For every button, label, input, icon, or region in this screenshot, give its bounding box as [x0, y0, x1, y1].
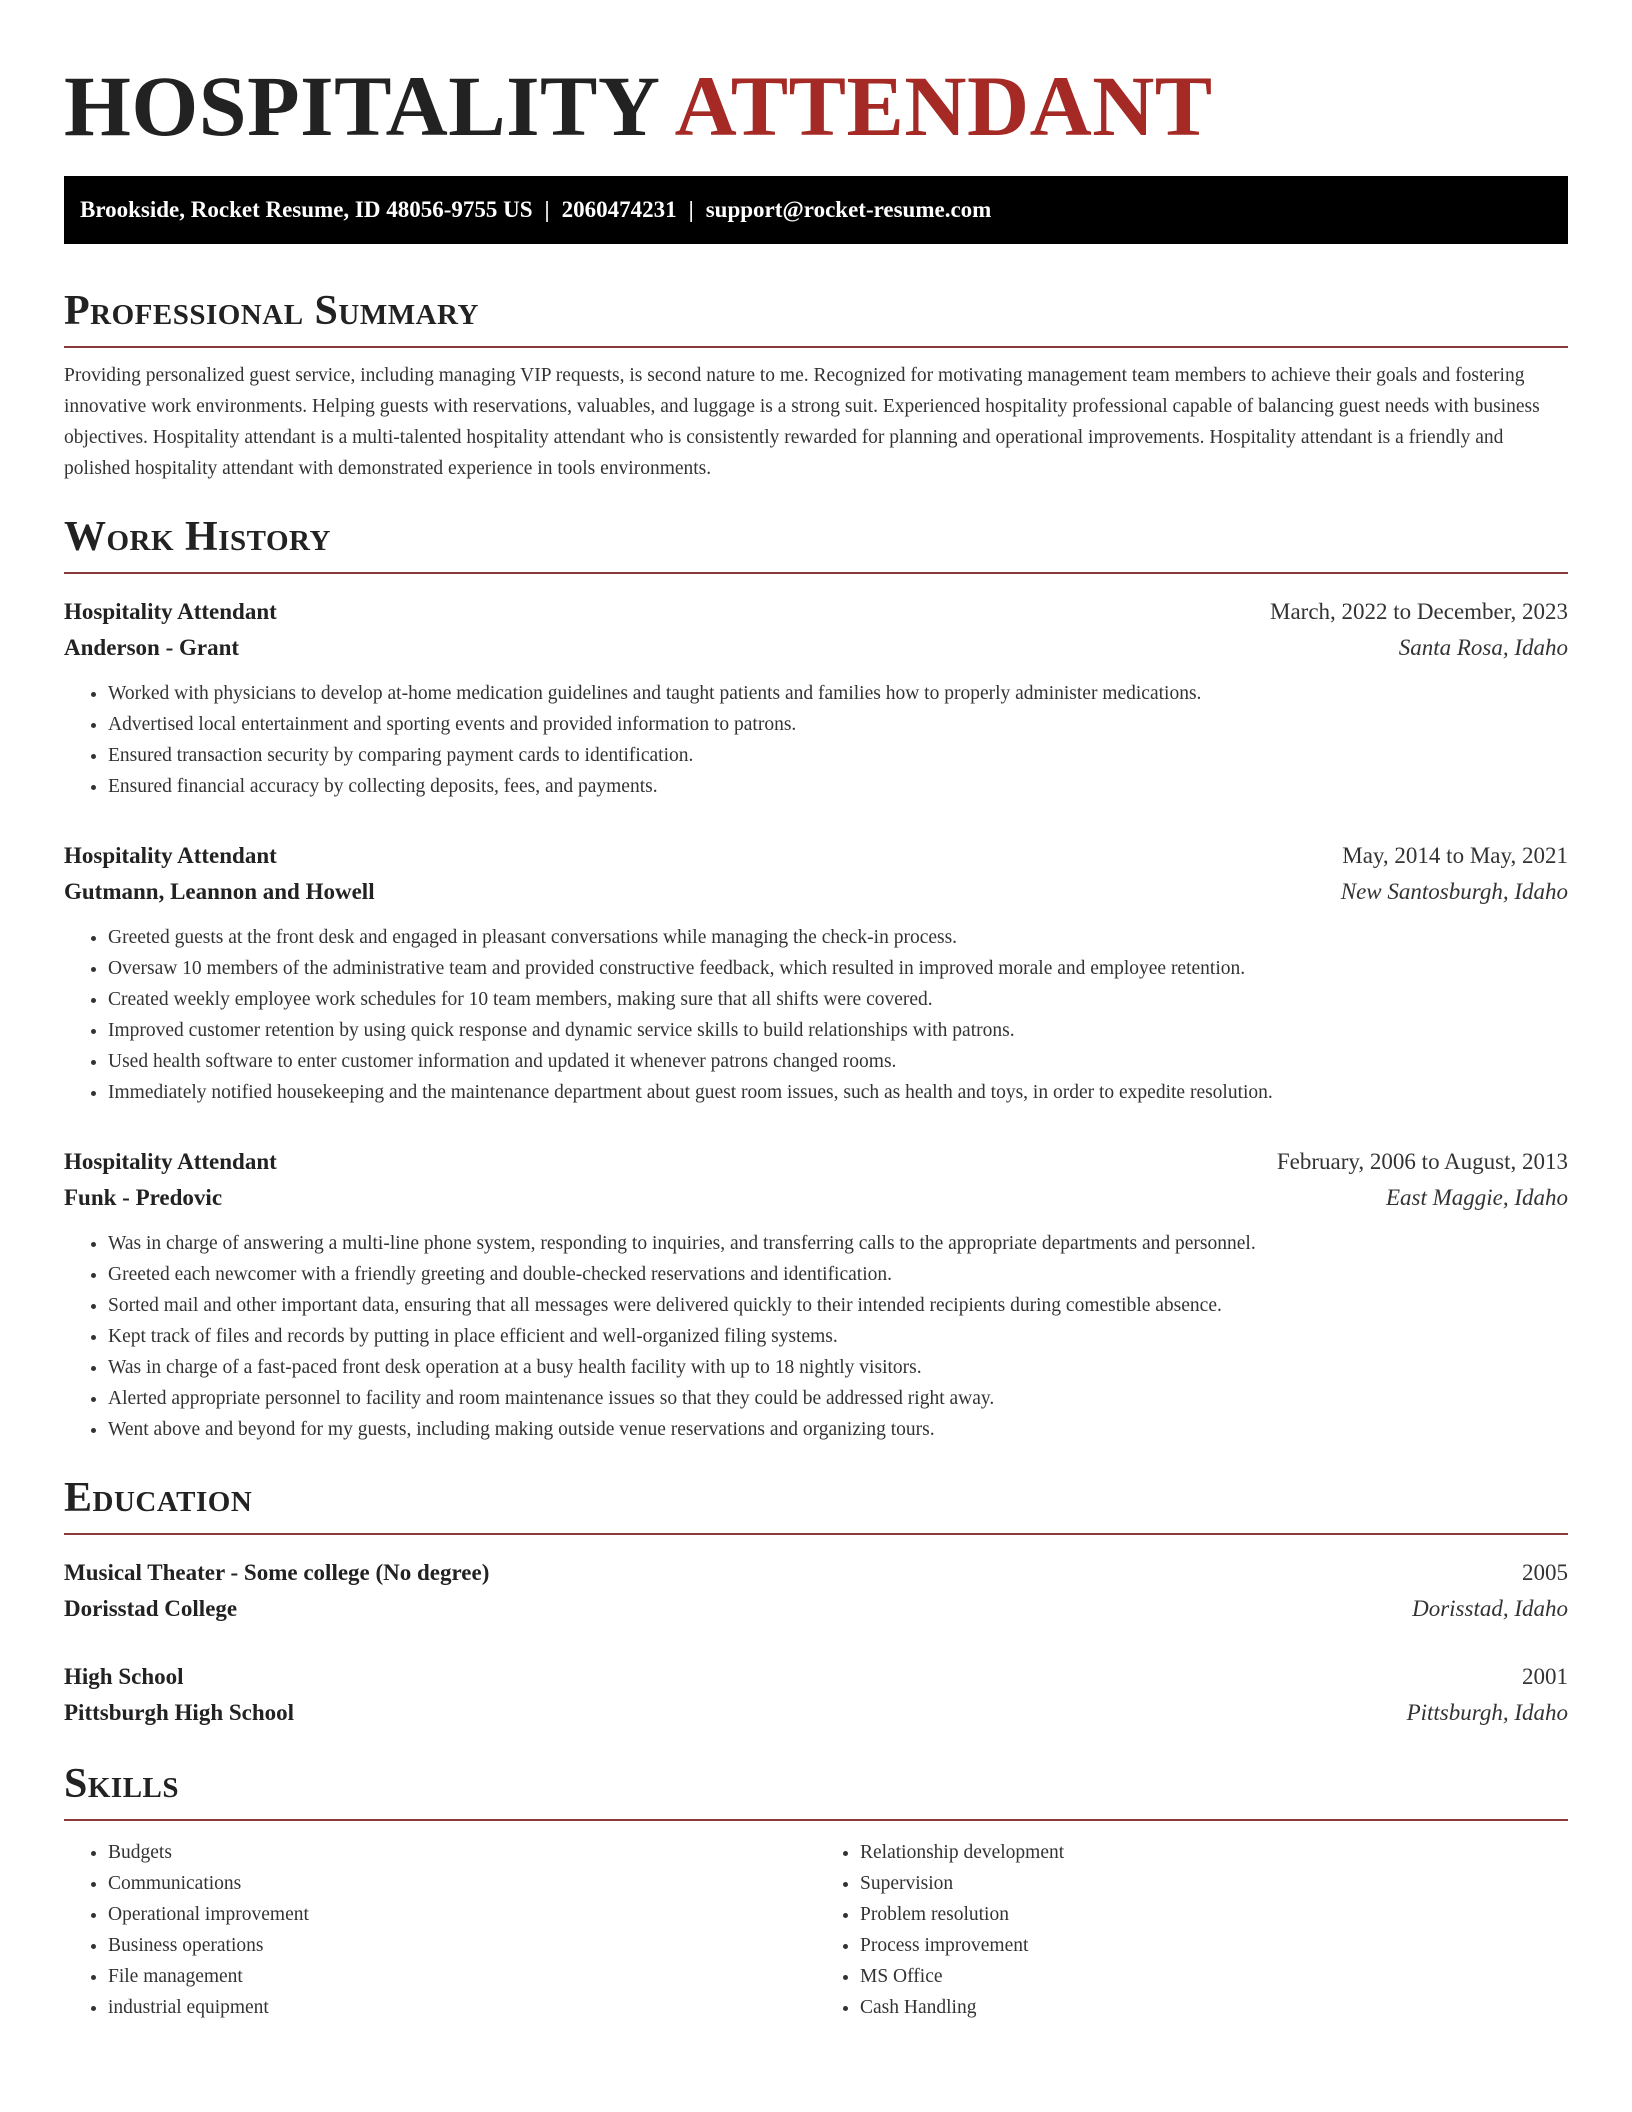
section-divider [64, 346, 1568, 348]
job-duty: • Greeted each newcomer with a friendly greeting and double-checked reservations and identification. [108, 1259, 1568, 1290]
contact-separator: | [688, 197, 694, 222]
job-duty: • Created weekly employee work schedules for 10 team members, making sure that all shifts were covered. [108, 984, 1568, 1015]
job-location: East Maggie, Idaho [1385, 1185, 1568, 1210]
skill-item: • Communications [108, 1868, 816, 1899]
skills-columns [64, 1837, 1568, 2023]
job-duties-list [64, 1228, 1568, 1445]
contact-bar [64, 176, 1568, 244]
section-title-summary: Professional Summary [64, 288, 479, 334]
job-entry [64, 838, 1568, 1108]
work-history-section [64, 512, 1568, 1445]
skill-item: • Process improvement [860, 1930, 1568, 1961]
skills-list-right [816, 1837, 1568, 2023]
education-year: 2001 [1522, 1664, 1568, 1689]
job-duty: • Was in charge of answering a multi-line phone system, responding to inquiries, and transferring calls to the appropriate departments and personnel. [108, 1228, 1568, 1259]
job-dates: March, 2022 to December, 2023 [1270, 599, 1568, 624]
job-company: Gutmann, Leannon and Howell [64, 879, 375, 904]
job-dates: February, 2006 to August, 2013 [1276, 1149, 1568, 1174]
job-duty: • Greeted guests at the front desk and engaged in pleasant conversations while managing the check-in process. [108, 922, 1568, 953]
job-duty: • Alerted appropriate personnel to facility and room maintenance issues so that they could be addressed right away. [108, 1383, 1568, 1414]
skill-item: • MS Office [860, 1961, 1568, 1992]
skills-list-left [64, 1837, 816, 2023]
education-entry [64, 1555, 1568, 1627]
education-location: Dorisstad, Idaho [1412, 1596, 1568, 1621]
education-school: Dorisstad College [64, 1596, 238, 1621]
section-divider [64, 1819, 1568, 1821]
resume-page [64, 0, 1568, 2023]
job-duty: • Immediately notified housekeeping and the maintenance department about guest room issues, such as health and toys, in order to expedite resolution. [108, 1077, 1568, 1108]
job-location: Santa Rosa, Idaho [1398, 635, 1568, 660]
job-dates: May, 2014 to May, 2021 [1342, 843, 1568, 868]
name-last: ATTENDANT [674, 58, 1213, 154]
contact-separator: | [544, 197, 550, 222]
skill-item: • Business operations [108, 1930, 816, 1961]
job-duty: • Was in charge of a fast-paced front desk operation at a busy health facility with up to 18 nightly visitors. [108, 1352, 1568, 1383]
job-duty: • Worked with physicians to develop at-home medication guidelines and taught patients and families how to properly administer medications. [108, 678, 1568, 709]
education-entry [64, 1659, 1568, 1731]
section-divider [64, 572, 1568, 574]
education-location: Pittsburgh, Idaho [1406, 1700, 1568, 1725]
skill-item: • Budgets [108, 1837, 816, 1868]
summary-text: Providing personalized guest service, including managing VIP requests, is second nature to me. Recognized for motivating management team members to achieve their goals and fostering innovative work environments. Helping guests with reservations, valuables, and luggage is a strong suit. Experienced hospitality professional capable of balancing guest needs with business objectives. Hospitality attendant is a multi-talented hospitality attendant who is consistently rewarded for planning and operational improvements. Hospitality attendant is a friendly and polished hospitality attendant with demonstrated experience in tools environments. [64, 365, 1540, 479]
skill-item: • Cash Handling [860, 1992, 1568, 2023]
job-duty: • Ensured financial accuracy by collecting deposits, fees, and payments. [108, 771, 1568, 802]
job-duty: • Sorted mail and other important data, ensuring that all messages were delivered quickly to their intended recipients during comestible absence. [108, 1290, 1568, 1321]
skill-item: • Problem resolution [860, 1899, 1568, 1930]
skill-item: • industrial equipment [108, 1992, 816, 2023]
section-divider [64, 1533, 1568, 1535]
job-duties-list [64, 922, 1568, 1108]
education-degree: High School [64, 1664, 184, 1689]
skill-item: • File management [108, 1961, 816, 1992]
job-duty: • Ensured transaction security by comparing payment cards to identification. [108, 740, 1568, 771]
skills-section [64, 1759, 1568, 2023]
job-duty: • Kept track of files and records by putting in place efficient and well-organized filing systems. [108, 1321, 1568, 1352]
skill-item: • Relationship development [860, 1837, 1568, 1868]
contact-phone: 2060474231 [561, 197, 677, 222]
job-duty: • Improved customer retention by using quick response and dynamic service skills to build relationships with patrons. [108, 1015, 1568, 1046]
contact-address: Brookside, Rocket Resume, ID 48056-9755 US [80, 197, 533, 222]
job-entry [64, 594, 1568, 802]
section-title-education: Education [64, 1475, 253, 1521]
contact-email: support@rocket-resume.com [705, 197, 992, 222]
job-position: Hospitality Attendant [64, 843, 277, 868]
job-company: Anderson - Grant [64, 635, 240, 660]
education-section [64, 1473, 1568, 1731]
skill-item: • Supervision [860, 1868, 1568, 1899]
skill-item: • Operational improvement [108, 1899, 816, 1930]
job-location: New Santosburgh, Idaho [1340, 879, 1568, 904]
job-company: Funk - Predovic [64, 1185, 223, 1210]
section-title-work-history: Work History [64, 514, 331, 560]
section-title-skills: Skills [64, 1761, 180, 1807]
education-degree: Musical Theater - Some college (No degree) [64, 1560, 490, 1585]
job-duty: • Advertised local entertainment and sporting events and provided information to patrons. [108, 709, 1568, 740]
job-position: Hospitality Attendant [64, 1149, 277, 1174]
summary-section [64, 286, 1568, 484]
job-entry [64, 1144, 1568, 1445]
education-school: Pittsburgh High School [64, 1700, 295, 1725]
job-position: Hospitality Attendant [64, 599, 277, 624]
education-year: 2005 [1522, 1560, 1568, 1585]
job-duty: • Oversaw 10 members of the administrative team and provided constructive feedback, which resulted in improved morale and employee retention. [108, 953, 1568, 984]
resume-name [64, 56, 1568, 156]
job-duties-list [64, 678, 1568, 802]
job-duty: • Used health software to enter customer information and updated it whenever patrons changed rooms. [108, 1046, 1568, 1077]
job-duty: • Went above and beyond for my guests, including making outside venue reservations and organizing tours. [108, 1414, 1568, 1445]
name-first: HOSPITALITY [64, 58, 658, 154]
